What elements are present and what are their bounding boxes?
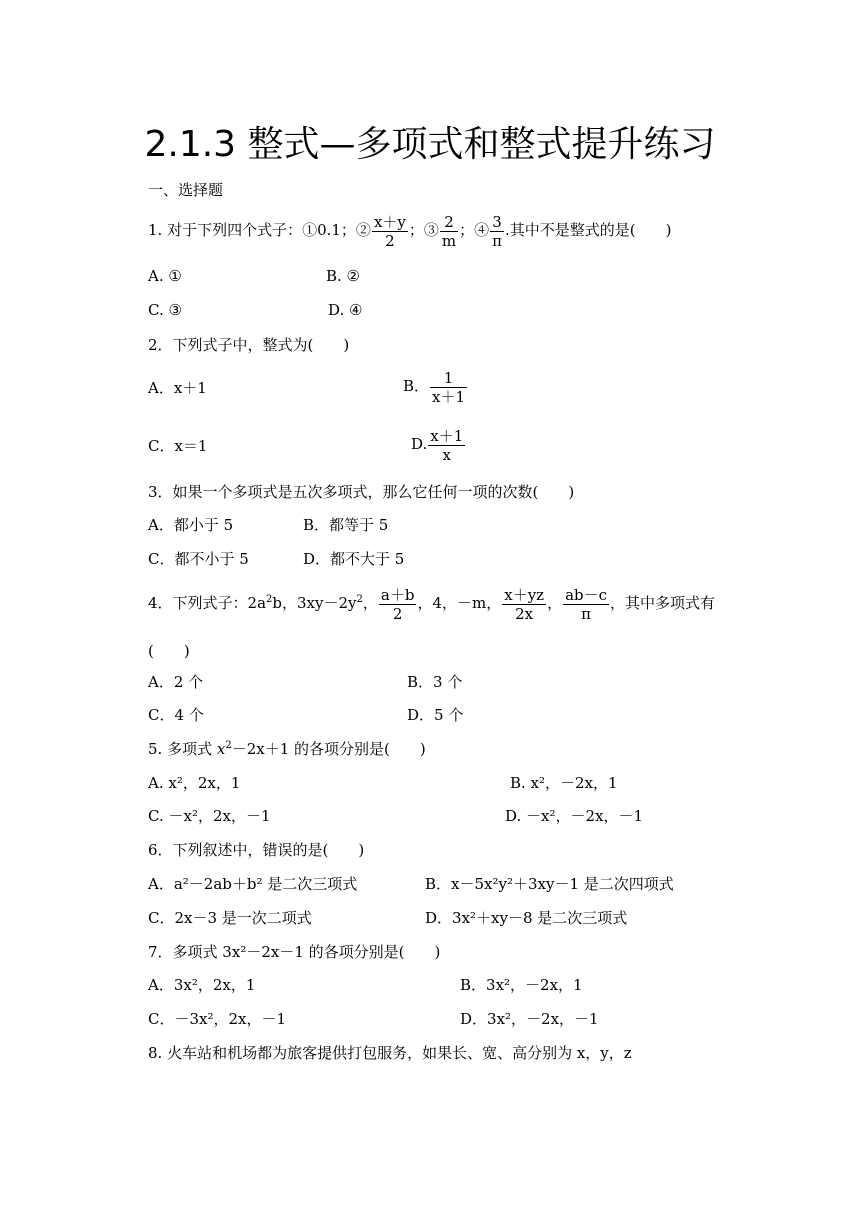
q1-option-d: D. ④ — [328, 301, 363, 319]
q1-option-c: C. ③ — [148, 301, 182, 319]
page-title: 2.1.3 整式—多项式和整式提升练习 — [144, 124, 716, 165]
q4-sep-2: ， — [547, 594, 563, 612]
question-3-stem: 3．如果一个多项式是五次多项式，那么它任何一项的次数( ) — [148, 483, 575, 501]
q1-fraction-4 — [490, 213, 504, 250]
section-heading: 一、选择题 — [148, 181, 224, 199]
q2-option-c: C．x＝1 — [148, 437, 208, 455]
q1-sep1: ；③ — [408, 221, 439, 239]
question-5-stem — [148, 739, 426, 759]
q3-option-d: D．都不大于 5 — [303, 550, 405, 568]
q4-sup-1: 2 — [266, 594, 273, 605]
q1-f4-den: π — [492, 231, 502, 250]
q7-option-b: B．3x²，－2x，1 — [460, 976, 583, 994]
q7-option-a: A．3x²，2x，1 — [148, 976, 256, 994]
q7-option-d: D．3x²，－2x，－1 — [460, 1010, 599, 1028]
q5-option-c: C. －x²，2x，－1 — [148, 807, 271, 825]
q4-option-a: A．2 个 — [148, 673, 204, 691]
q3-option-a: A．都小于 5 — [148, 516, 234, 534]
q5-text-2: －2x＋1 的各项分别是( ) — [231, 740, 426, 758]
q2-b-fraction — [430, 369, 467, 406]
question-7-stem: 7．多项式 3x²－2x－1 的各项分别是( ) — [148, 943, 441, 961]
q1-sep2: ；④ — [459, 221, 490, 239]
q2-option-b — [403, 366, 468, 406]
q2-option-d — [411, 424, 466, 464]
q1-f4-num: 3 — [490, 213, 504, 232]
q5-sup: 2 — [225, 740, 232, 751]
question-4-stem — [148, 583, 715, 623]
q4-text-1: 4．下列式子：2a — [148, 594, 267, 612]
q4-f3-den: π — [581, 604, 591, 623]
q5-option-a: A. x²，2x，1 — [148, 774, 241, 792]
q6-option-b: B．x－5x²y²＋3xy－1 是二次四项式 — [425, 875, 674, 893]
q4-f1-num: a＋b — [380, 585, 415, 604]
q4-fraction-3 — [563, 586, 609, 623]
q6-option-a: A．a²－2ab＋b² 是二次三项式 — [148, 875, 358, 893]
q1-option-b: B. ② — [326, 267, 361, 285]
q1-option-a: A. ① — [148, 267, 182, 285]
question-6-stem: 6．下列叙述中，错误的是( ) — [148, 841, 365, 859]
q1-f2-num: x＋y — [373, 212, 406, 231]
q2-d-fraction — [428, 427, 465, 464]
q4-sep-1: ， — [362, 594, 378, 612]
q6-option-d: D．3x²＋xy－8 是二次三项式 — [425, 909, 628, 927]
q4-f2-den: 2x — [515, 604, 534, 623]
question-8-stem: 8. 火车站和机场都为旅客提供打包服务，如果长、宽、高分别为 x，y，z — [148, 1044, 632, 1062]
q2-d-prefix: D. — [411, 435, 428, 453]
q4-tail: ，其中多项式有 — [610, 594, 716, 612]
q4-sup-2: 2 — [356, 594, 363, 605]
q5-option-d: D. －x²，－2x，－1 — [505, 807, 644, 825]
q4-f3-num: ab－c — [565, 585, 608, 604]
q4-fraction-1 — [379, 586, 417, 623]
q5-var-x: x — [216, 740, 226, 758]
q4-option-c: C．4 个 — [148, 706, 204, 724]
q2-option-a: A．x＋1 — [148, 379, 207, 397]
question-1-stem — [148, 210, 671, 250]
q1-fraction-3 — [440, 213, 458, 250]
q3-option-b: B．都等于 5 — [303, 516, 389, 534]
q4-paren: ( ) — [148, 642, 190, 660]
q4-f2-num: x＋yz — [504, 585, 545, 604]
q6-option-c: C．2x－3 是一次二项式 — [148, 909, 312, 927]
q2-d-num: x＋1 — [430, 426, 464, 445]
q5-option-b: B. x²，－2x，1 — [510, 774, 618, 792]
q2-b-num: 1 — [430, 369, 467, 388]
q7-option-c: C．－3x²，2x，－1 — [148, 1010, 287, 1028]
q2-b-prefix: B． — [403, 377, 430, 395]
q4-f1-den: 2 — [392, 604, 403, 623]
q3-option-c: C．都不小于 5 — [148, 550, 249, 568]
q5-text-1: 5. 多项式 — [148, 740, 217, 758]
q4-text-3: ，4，－m， — [417, 594, 502, 612]
q2-b-den: x＋1 — [432, 387, 466, 406]
q1-fraction-2 — [372, 213, 408, 250]
q1-stem-text: 1. 对于下列四个式子：①0.1；② — [148, 221, 371, 239]
q4-option-d: D．5 个 — [407, 706, 464, 724]
question-2-stem: 2．下列式子中，整式为( ) — [148, 336, 350, 354]
q1-f3-num: 2 — [440, 213, 458, 232]
q1-f2-den: 2 — [385, 231, 395, 250]
q4-text-2: b，3xy－2y — [272, 594, 357, 612]
q4-option-b: B．3 个 — [407, 673, 463, 691]
q4-fraction-2 — [502, 586, 546, 623]
q1-f3-den: m — [441, 231, 457, 250]
q1-tail: .其中不是整式的是( ) — [505, 221, 672, 239]
q2-d-den: x — [442, 445, 451, 464]
